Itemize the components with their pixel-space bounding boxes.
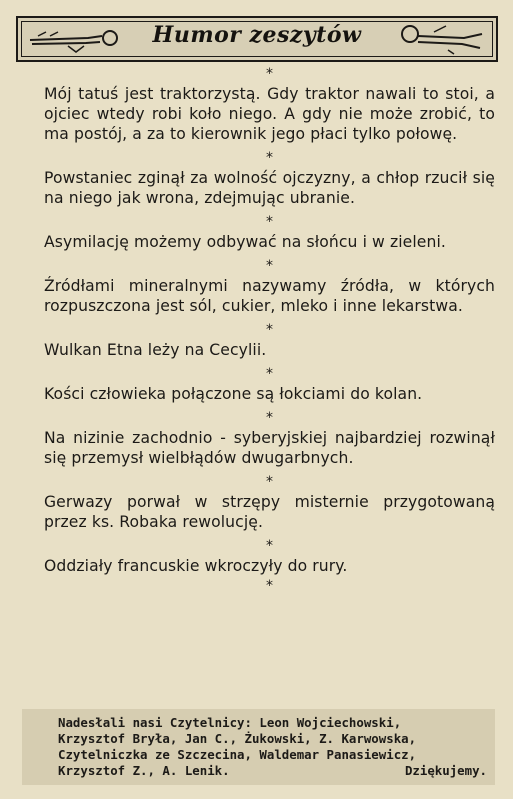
contributors-line: Czytelniczka ze Szczecina, Waldemar Panasiewicz, (58, 747, 417, 762)
joke-3: Asymilację możemy odbywać na słońcu i w zieleni. (44, 233, 446, 251)
contributors-note (22, 709, 495, 785)
separator-star: * (265, 258, 274, 274)
separator-star: * (265, 410, 274, 426)
separator-star: * (265, 578, 274, 594)
separator-star: * (265, 322, 274, 338)
joke-2: Powstaniec zginął za wolność ojczyzny, a chłop rzucił się na niego jak wrona, zdejmując ubranie. (44, 169, 495, 207)
jokes-list (44, 64, 495, 596)
contributors-line-last (58, 763, 487, 779)
joke-4: Źródłami mineralnymi nazywamy źródła, w których rozpuszczona jest sól, cukier, mleko i inne lekarstwa. (44, 277, 495, 315)
joke-8: Gerwazy porwał w strzępy misternie przygotowaną przez ks. Robaka rewolucję. (44, 493, 495, 531)
header-title: Humor zeszytów (152, 22, 362, 48)
separator-star: * (265, 538, 274, 554)
thanks-text: Dziękujemy. (404, 763, 487, 778)
joke-9: Oddziały francuskie wkroczyły do rury. (44, 557, 348, 575)
joke-5: Wulkan Etna leży na Cecylii. (44, 341, 267, 359)
running-figure-illustration (394, 22, 486, 56)
separator-star: * (265, 214, 274, 230)
separator-star: * (265, 150, 274, 166)
separator-star: * (265, 474, 274, 490)
contributors-line: Nadesłali nasi Czytelnicy: Leon Wojciechowski, (58, 715, 402, 730)
separator-star: * (265, 66, 274, 82)
joke-6: Kości człowieka połączone są łokciami do kolan. (44, 385, 423, 403)
contributors-line: Krzysztof Z., A. Lenik. (58, 763, 230, 778)
contributors-line: Krzysztof Bryła, Jan C., Żukowski, Z. Karwowska, (58, 731, 417, 746)
joke-1: Mój tatuś jest traktorzystą. Gdy traktor nawali to stoi, a ojciec wtedy robi koło niego. A gdy nie może zrobić, to ma postój, a za to kierownik jego płaci tylko połowę. (44, 85, 495, 143)
separator-star: * (265, 366, 274, 382)
joke-7: Na nizinie zachodnio - syberyjskiej najbardziej rozwinął się przemysł wielbłądów dwugarbnych. (44, 429, 495, 467)
column-header (16, 16, 498, 62)
